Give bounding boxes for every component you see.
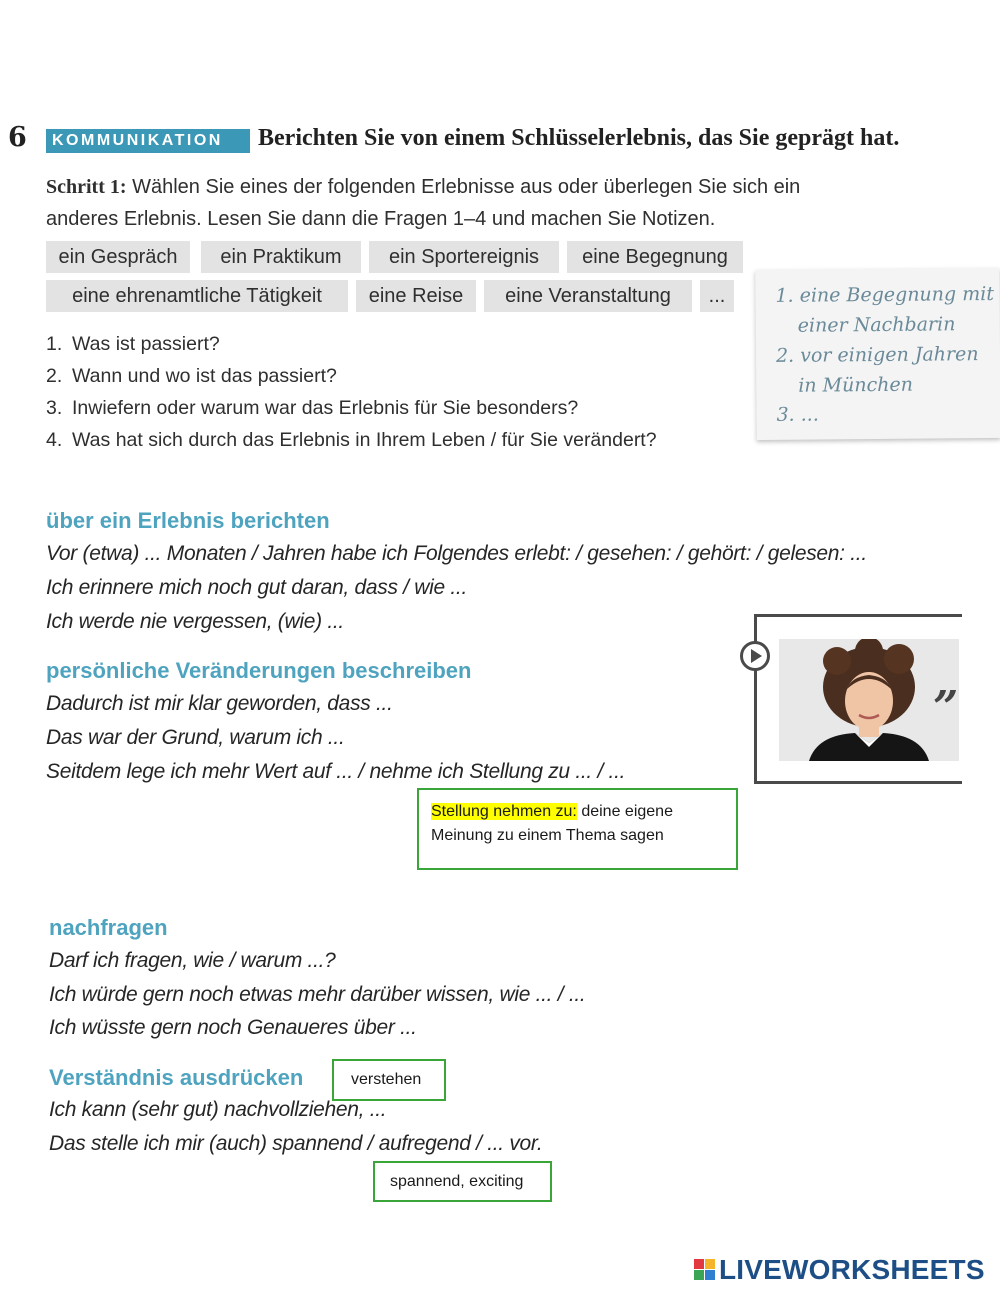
phrase-line: Ich kann (sehr gut) nachvollziehen, ...: [49, 1098, 387, 1121]
play-icon[interactable]: [740, 641, 770, 671]
task-title: Berichten Sie von einem Schlüsselerlebnis, das Sie geprägt hat.: [258, 125, 900, 151]
phrase-line: Darf ich fragen, wie / warum ...?: [49, 949, 336, 972]
task-number: 6: [8, 122, 27, 153]
list-item: 3. Inwiefern oder warum war das Erlebnis für Sie besonders?: [46, 397, 579, 419]
gloss-box-verstehen: verstehen: [332, 1059, 446, 1101]
chip-sportereignis: ein Sportereignis: [369, 241, 559, 273]
step-label: Schritt 1:: [46, 176, 127, 198]
gloss-definition: deine eigene: [576, 803, 673, 820]
brand-text: LIVEWORKSHEETS: [719, 1254, 985, 1285]
heading-understanding: Verständnis ausdrücken: [49, 1065, 304, 1090]
phrase-line: Das war der Grund, warum ich ...: [46, 726, 345, 749]
gloss-term: Stellung nehmen zu:: [431, 803, 577, 820]
gloss-box-stellung: [417, 788, 738, 870]
gloss-box-spannend: spannend, exciting: [373, 1161, 552, 1202]
section-badge: KOMMUNIKATION: [46, 129, 250, 153]
chip-begegnung: eine Begegnung: [567, 241, 743, 273]
quote-icon: ”: [933, 682, 959, 733]
note-line: in München: [798, 373, 914, 397]
list-item: 2. Wann und wo ist das passiert?: [46, 365, 337, 387]
liveworksheets-logo: [694, 1254, 985, 1286]
phrase-line: Seitdem lege ich mehr Wert auf ... / nehme ich Stellung zu ... / ...: [46, 760, 626, 783]
phrase-line: Ich erinnere mich noch gut daran, dass / wie ...: [46, 576, 467, 599]
liveworksheets-icon: [694, 1259, 716, 1281]
video-thumbnail[interactable]: [779, 639, 959, 761]
list-item: 4. Was hat sich durch das Erlebnis in Ihrem Leben / für Sie verändert?: [46, 429, 657, 451]
phrase-line: Ich würde gern noch etwas mehr darüber wissen, wie ... / ...: [49, 983, 586, 1006]
list-item: 1. Was ist passiert?: [46, 333, 220, 355]
phrase-line: Ich wüsste gern noch Genaueres über ...: [49, 1016, 417, 1039]
step-instructions: [46, 171, 886, 235]
chip-taetigkeit: eine ehrenamtliche Tätigkeit: [46, 280, 348, 312]
note-line: 3. ...: [776, 403, 819, 426]
phrase-line: Dadurch ist mir klar geworden, dass ...: [46, 692, 393, 715]
heading-ask: nachfragen: [49, 915, 168, 940]
phrase-line: Vor (etwa) ... Monaten / Jahren habe ich Folgendes erlebt: / gesehen: / gehört: / gelesen: ...: [46, 542, 867, 565]
step-line-1: Wählen Sie eines der folgenden Erlebnisse aus oder überlegen Sie sich ein: [126, 176, 801, 198]
phrase-line: Ich werde nie vergessen, (wie) ...: [46, 610, 344, 633]
phrase-line: Das stelle ich mir (auch) spannend / aufregend / ... vor.: [49, 1132, 543, 1155]
chip-reise: eine Reise: [356, 280, 476, 312]
heading-changes: persönliche Veränderungen beschreiben: [46, 658, 472, 683]
note-line: 2. vor einigen Jahren: [775, 343, 979, 367]
person-portrait: [779, 639, 959, 761]
heading-report: über ein Erlebnis berichten: [46, 508, 330, 533]
chip-veranstaltung: eine Veranstaltung: [484, 280, 692, 312]
chip-praktikum: ein Praktikum: [201, 241, 361, 273]
note-line: 1. eine Begegnung mit: [775, 282, 995, 307]
step-line-2: anderes Erlebnis. Lesen Sie dann die Fragen 1–4 und machen Sie Notizen.: [46, 208, 716, 230]
note-card: [755, 268, 1000, 440]
note-line: einer Nachbarin: [797, 313, 956, 337]
chip-gespraech: ein Gespräch: [46, 241, 190, 273]
gloss-definition: Meinung zu einem Thema sagen: [431, 827, 664, 844]
question-list: [46, 328, 657, 456]
chip-more: ...: [700, 280, 734, 312]
